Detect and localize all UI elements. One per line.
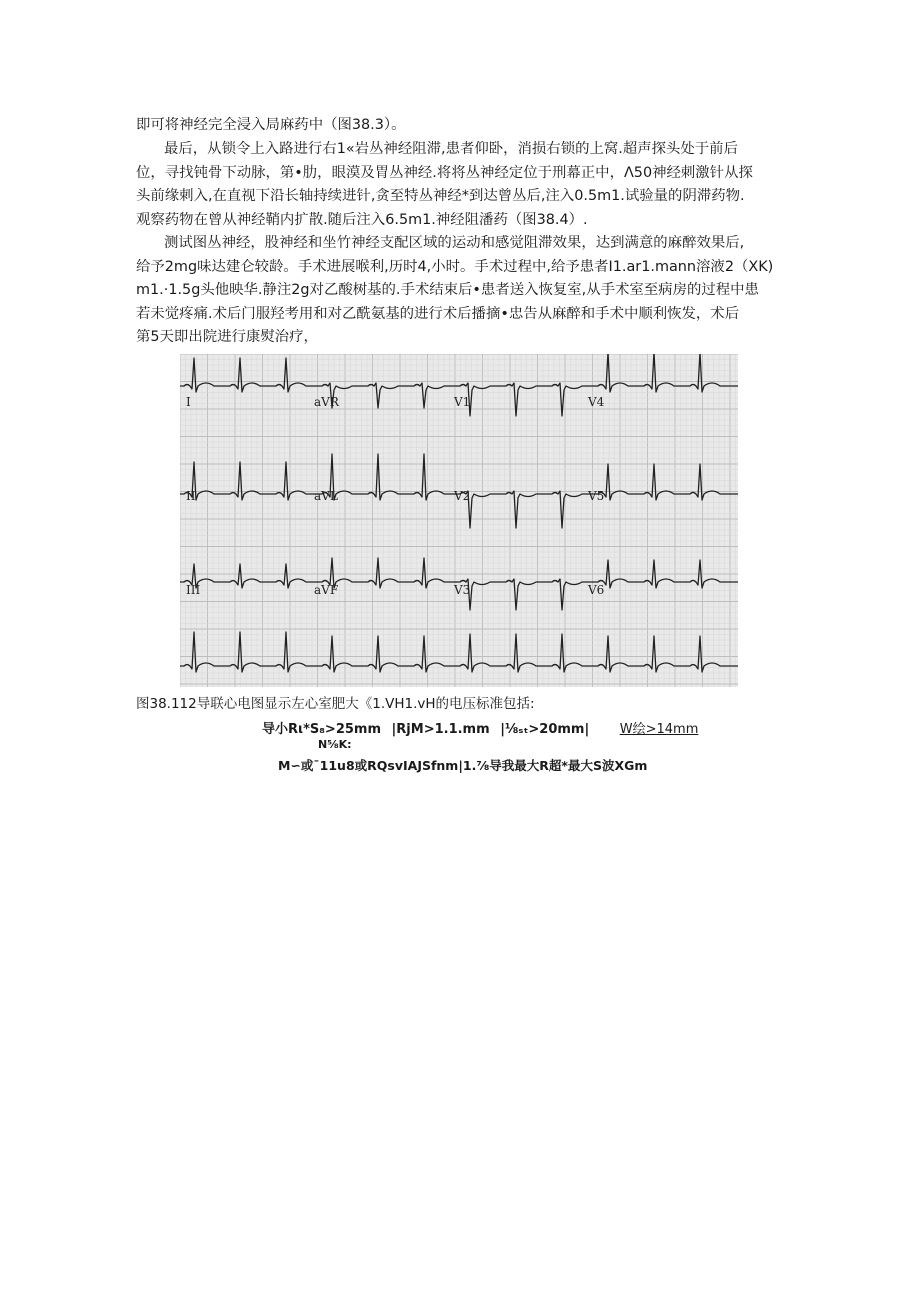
ecg-image <box>180 354 738 687</box>
lead-label-aVR: aVR <box>314 395 339 409</box>
lead-label-III: III <box>186 583 201 597</box>
lead-label-aVF: aVF <box>314 583 339 597</box>
paragraph-line: 最后，从锁令上入路进行右1«岩丛神经阻滞,患者仰卧，消损右锁的上窝.超声探头处于前后 <box>164 141 738 157</box>
criteria-item-underlined: W绘>14mm <box>619 722 699 737</box>
criteria-item: |⅛ₛₜ>20mm| <box>500 722 590 737</box>
paragraph-1 <box>136 114 786 138</box>
paragraph-line: 第5天即出院进行康熨治疗， <box>136 329 318 345</box>
criteria-line-3: M∽或¯11u8或RQsvIAJSfnm|1.⅞导我最大R超*最大S波XGm <box>278 758 648 773</box>
paragraph-line: 若未觉疼痛.术后门服羟考用和对乙酰氨基的进行术后播摘•忠告从麻醉和手术中顺利恢发，术后 <box>136 305 740 322</box>
ecg-figure <box>180 354 738 687</box>
paragraph-line: m1.·1.5g头他映华.静注2g对乙酸树基的.手术结束后•患者送入恢复室,从手术室至病房的过程中患 <box>136 282 759 298</box>
lead-label-aVL: aVL <box>314 489 338 503</box>
criteria-line-2: N⅝K: <box>318 738 352 751</box>
criteria-line-1 <box>262 718 698 737</box>
paragraph-line: 测试图丛神经，股神经和坐竹神经支配区域的运动和感觉阻滞效果，达到满意的麻醉效果后, <box>164 235 745 251</box>
criteria-item: |RjM>1.1.mm <box>391 722 490 737</box>
lead-label-I: I <box>186 395 191 409</box>
lead-label-V2: V2 <box>454 489 471 503</box>
paragraph-line: 头前缘刺入,在直视下沿长轴持续进针,贪至特丛神经*到达曾丛后,注入0.5m1.试验量的阴滞药物. <box>136 188 745 204</box>
paragraph-2 <box>136 138 786 232</box>
paragraph-line: 即可将神经完全浸入局麻药中（图38.3）。 <box>136 117 406 133</box>
paragraph-3 <box>136 232 786 350</box>
figure-caption: 图38.112导联心电图显示左心室肥大《1.VH1.vH的电压标准包括: <box>136 696 535 712</box>
lead-label-V3: V3 <box>454 583 471 597</box>
lead-label-V6: V6 <box>588 583 605 597</box>
lead-label-V1: V1 <box>454 395 471 409</box>
lead-label-II: II <box>186 489 196 503</box>
paragraph-line: 位，寻找钝骨下动脉，第•肋，眼漠及胃丛神经.将将丛神经定位于刑幕正中，Λ50神经刺激针从探 <box>136 164 753 181</box>
paragraph-line: 给予2mg味达建仑较龄。手术进展喉利,历时4,小时。手术过程中,给予患者I1.ar1.mann溶液2（XK) <box>136 258 774 275</box>
lead-label-V4: V4 <box>588 395 605 409</box>
paragraph-line: 观察药物在曾从神经鞘内扩散.随后注入6.5m1.神经阻潘药（图38.4）. <box>136 211 588 228</box>
criteria-item: 导小Rι*S₈>25mm <box>262 722 382 737</box>
lead-label-V5: V5 <box>588 489 605 503</box>
